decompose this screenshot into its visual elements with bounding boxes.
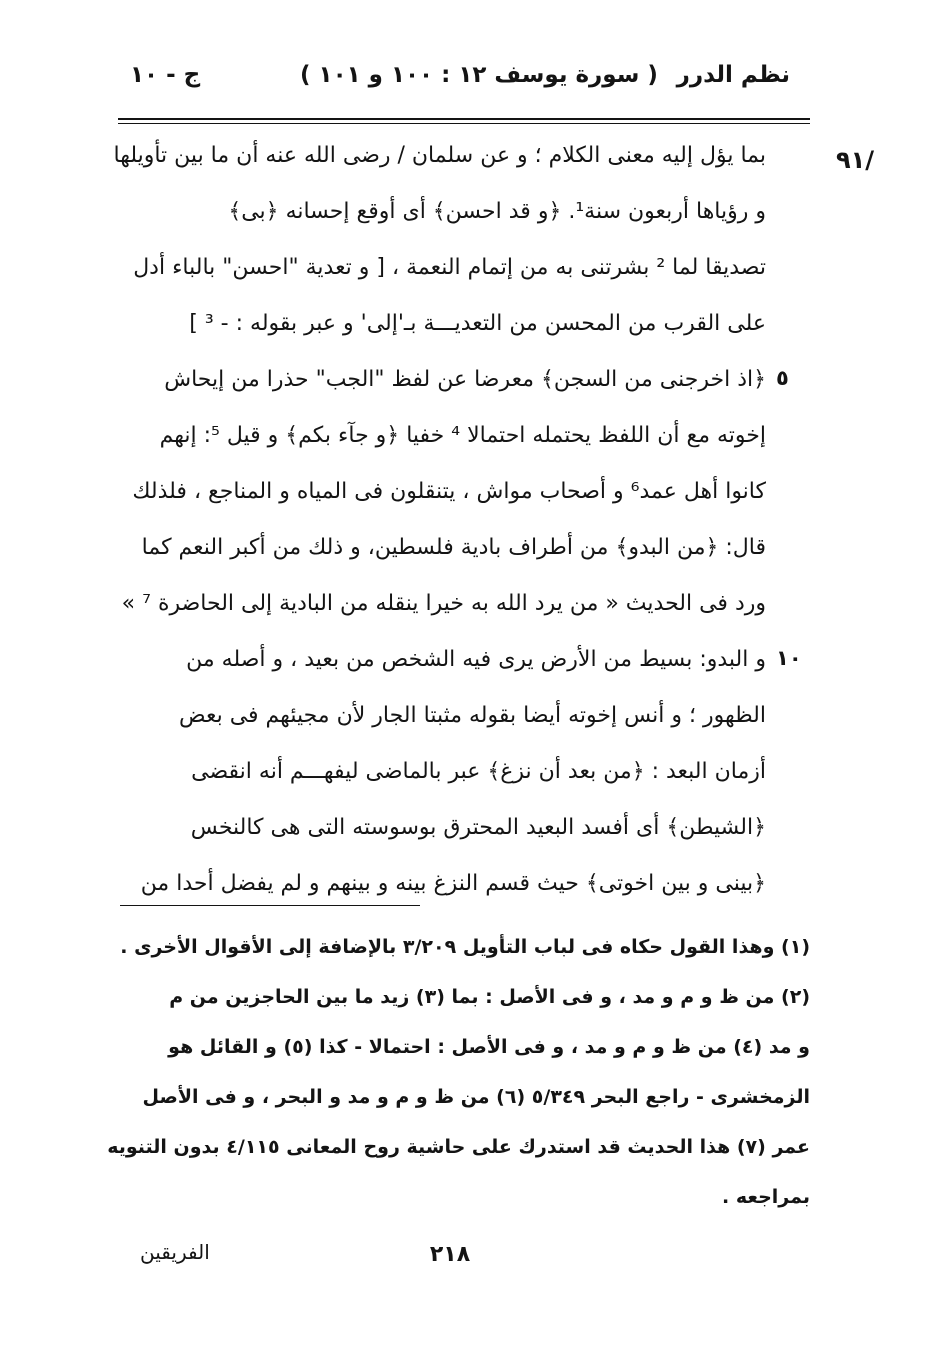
running-header bbox=[120, 62, 790, 106]
line-number-10: ١٠ bbox=[776, 646, 802, 670]
text-line: و رؤياها أربعون سنة¹. ﴿و قد احسن﴾ أى أوقع إحسانه ﴿بى﴾ bbox=[228, 199, 766, 224]
footnote-line: عمر (٧) هذا الحديث قد استدرك على حاشية روح المعانى ٤/١١٥ بدون التنويه bbox=[107, 1136, 810, 1158]
page-number: ٢١٨ bbox=[429, 1242, 471, 1267]
text-line: ورد فى الحديث « من يرد الله به خيرا ينقله من البادية إلى الحاضرة ⁷ » bbox=[121, 591, 766, 616]
line-number-5: ٥ bbox=[776, 366, 789, 390]
margin-folio-number: /٩١ bbox=[836, 146, 875, 174]
text-line: ﴿اذ اخرجنى من السجن﴾ معرضا عن لفظ "الجب" حذرا من إيحاش bbox=[164, 367, 766, 392]
text-line: قال: ﴿من البدو﴾ من أطراف بادية فلسطين، و ذلك من أكبر النعم كما bbox=[141, 535, 766, 560]
text-line: كانوا أهل عمد⁶ و أصحاب مواش ، يتنقلون فى المياه و المناجع ، فلذلك bbox=[132, 479, 766, 504]
footnote-line: بمراجعه . bbox=[722, 1186, 810, 1208]
text-line: الظهور ؛ و أنس إخوته أيضا بقوله مثبتا الجار لأن مجيئهم فى بعض bbox=[179, 703, 766, 728]
header-rule-thick bbox=[118, 118, 810, 120]
volume-number: ج - ١٠ bbox=[130, 62, 201, 88]
text-line: ﴿الشيطن﴾ أى أفسد البعيد المحترق بوسوسته التى هى كالنخس bbox=[190, 815, 766, 840]
text-line: ﴿بينى و بين اخوتى﴾ حيث قسم النزغ بينه و بينهم و لم يفضل أحدا من bbox=[140, 871, 766, 896]
footer-signature: الفريقين bbox=[140, 1240, 210, 1264]
text-line: تصديقا لما ² بشرتنى به من إتمام النعمة ، [ و تعدية "احسن" بالباء أدل bbox=[133, 255, 766, 280]
main-text bbox=[113, 128, 766, 912]
footnotes bbox=[107, 922, 810, 1222]
footnote-line: (١) وهذا القول حكاه فى لباب التأويل ٣/٢٠٩ بالإضافة إلى الأقوال الأخرى . bbox=[120, 936, 810, 958]
text-line: أزمان البعد : ﴿من بعد أن نزغ﴾ عبر بالماضى ليفهـــم أنه انقضى bbox=[191, 759, 766, 784]
footnote-separator bbox=[120, 905, 420, 906]
text-line: بما يؤل إليه معنى الكلام ؛ و عن سلمان / رضى الله عنه أن ما بين تأويلها bbox=[113, 143, 766, 168]
surah-reference: ( سورة يوسف ١٢ : ١٠٠ و ١٠١ ) bbox=[300, 62, 658, 88]
footnote-line: الزمخشرى - راجع البحر ٥/٣٤٩ (٦) من ظ و م و مد و البحر ، و فى الأصل bbox=[142, 1086, 810, 1108]
text-line: على القرب من المحسن من التعديـــة بـ'إلى' و عبر بقوله : - ³ ] bbox=[189, 311, 766, 336]
book-title: نظم الدرر bbox=[676, 62, 790, 88]
text-line: إخوته مع أن اللفظ يحتمله احتمالا ⁴ خفيا ﴿و جآء بكم﴾ و قيل ⁵: إنهم bbox=[159, 423, 766, 448]
footnote-line: و مد (٤) من ظ و م و مد ، و فى الأصل : احتمالا - كذا (٥) و القائل هو bbox=[168, 1036, 810, 1058]
header-rule-thin bbox=[118, 123, 810, 124]
footnote-line: (٢) من ظ و م و مد ، و فى الأصل : بما (٣) زيد ما بين الحاجزين من م bbox=[169, 986, 810, 1008]
text-line: و البدو: بسيط من الأرض يرى فيه الشخص من بعيد ، و أصله من bbox=[186, 647, 766, 672]
